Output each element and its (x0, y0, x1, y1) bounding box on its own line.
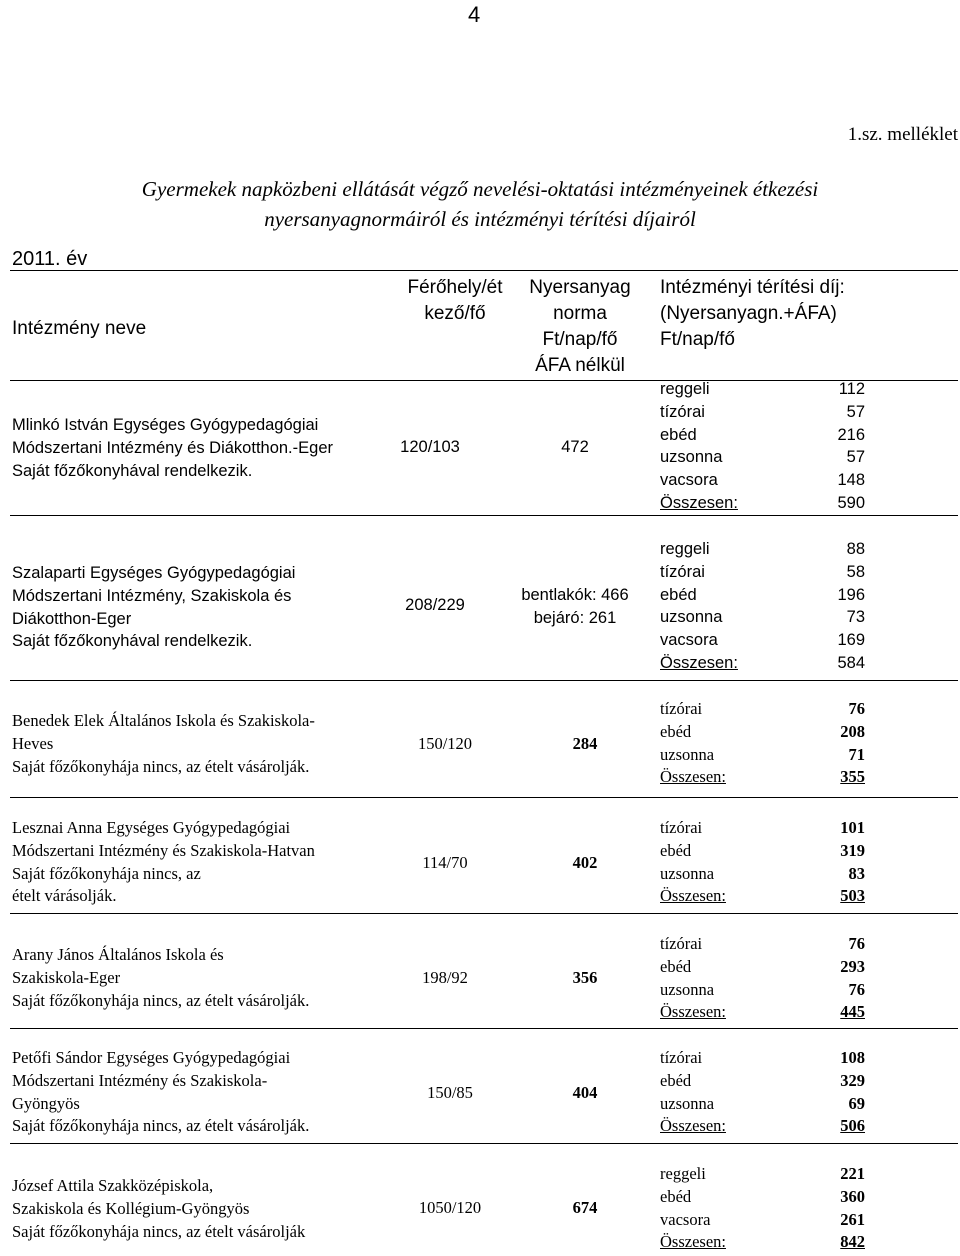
fee-label: Összesen: (660, 1232, 726, 1252)
fee-item (660, 446, 865, 469)
fee-item (660, 979, 865, 1002)
fee-value: 73 (846, 608, 865, 627)
institution-name-line: Saját főzőkonyhája nincs, az (12, 863, 201, 883)
header-capacity-line-2: kező/fő (424, 303, 486, 324)
norm-line: bejáró: 261 (533, 608, 617, 627)
fee-item (660, 1163, 865, 1186)
fee-item (660, 561, 865, 584)
fee-list (660, 933, 865, 1024)
header-norm-line-2: norma (553, 303, 607, 324)
fee-total (660, 766, 865, 789)
fee-label: uzsonna (660, 608, 723, 627)
fee-value: 101 (840, 818, 865, 837)
institution-name-line: Szakiskola-Eger (12, 967, 121, 987)
fee-label: Összesen: (660, 653, 738, 672)
fee-item (660, 1070, 865, 1093)
header-capacity-line-1: Férőhely/ét (407, 277, 503, 298)
document-title (20, 174, 940, 234)
fee-item (660, 424, 865, 447)
fee-item (660, 401, 865, 424)
fee-total (660, 1001, 865, 1024)
fee-list (660, 538, 865, 675)
fee-label: uzsonna (660, 979, 715, 999)
header-fee (660, 275, 845, 353)
fee-value: 503 (840, 886, 865, 906)
fee-value: 112 (838, 380, 865, 398)
norm-value (540, 1083, 630, 1103)
fee-label: vacsora (660, 1209, 711, 1229)
fee-item (660, 1093, 865, 1116)
fee-value: 196 (837, 585, 865, 604)
row-rule (10, 1028, 958, 1029)
fee-item (660, 863, 865, 886)
norm-line: 284 (572, 734, 598, 753)
norm-line: 674 (572, 1198, 598, 1217)
fee-label: ebéd (660, 585, 697, 604)
fee-label: Összesen: (660, 767, 726, 787)
fee-value: 261 (840, 1209, 865, 1229)
fee-label: Összesen: (660, 1116, 726, 1136)
fee-label: uzsonna (660, 863, 715, 883)
institution-name-line: Heves (12, 733, 54, 753)
fee-label: tízórai (660, 402, 705, 421)
institution-name (12, 710, 382, 778)
fee-value: 319 (840, 840, 865, 860)
fee-value: 584 (837, 653, 865, 672)
fee-total (660, 1115, 865, 1138)
fee-item (660, 721, 865, 744)
year-label: 2011. év (12, 248, 88, 270)
fee-item (660, 606, 865, 629)
fee-value: 71 (848, 744, 865, 764)
fee-item (660, 840, 865, 863)
institution-name-line: ételt várásolják. (12, 886, 117, 906)
institution-name (12, 1175, 382, 1243)
fee-item (660, 698, 865, 721)
header-capacity (380, 275, 530, 327)
fee-total (660, 885, 865, 908)
fee-list (660, 817, 865, 908)
annex-label: 1.sz. melléklet (847, 124, 958, 145)
header-fee-line-2: (Nyersanyagn.+ÁFA) (660, 303, 837, 324)
fee-label: uzsonna (660, 448, 723, 467)
institution-name (12, 944, 382, 1012)
norm-line: 356 (572, 968, 598, 987)
fee-item (660, 378, 865, 401)
fee-value: 76 (848, 934, 865, 953)
header-institution: Intézmény neve (12, 318, 147, 339)
norm-value (540, 968, 630, 988)
fee-value: 76 (848, 979, 865, 999)
institution-name-line: Módszertani Intézmény és Diákotthon.-Eger (12, 438, 333, 457)
fee-label: reggeli (660, 1164, 706, 1183)
capacity-value: 150/120 (417, 734, 473, 753)
institution-name-line: Benedek Elek Általános Iskola és Szakiskola- (12, 711, 315, 730)
institution-name (12, 562, 382, 653)
fee-total (660, 492, 865, 515)
header-fee-line-1: Intézményi térítési díj: (660, 277, 845, 298)
fee-label: tízórai (660, 1048, 703, 1067)
fee-value: 216 (837, 425, 865, 444)
row-rule (10, 1143, 958, 1144)
institution-name-line: Módszertani Intézmény, Szakiskola és (12, 586, 292, 605)
institution-name (12, 817, 382, 908)
norm-value (510, 584, 640, 630)
fee-label: tízórai (660, 934, 703, 953)
fee-value: 329 (840, 1070, 865, 1090)
fee-total (660, 652, 865, 675)
row-rule (10, 680, 958, 681)
fee-value: 445 (840, 1002, 865, 1022)
fee-value: 69 (848, 1093, 865, 1113)
capacity-value: 198/92 (422, 968, 468, 987)
fee-value: 108 (840, 1048, 865, 1067)
fee-total (660, 1231, 865, 1254)
fee-value: 58 (846, 562, 865, 581)
row-rule (10, 913, 958, 914)
fee-value: 57 (846, 402, 865, 421)
fee-label: tízórai (660, 562, 705, 581)
fee-label: ebéd (660, 1186, 692, 1206)
institution-name-line: Szakiskola és Kollégium-Gyöngyös (12, 1198, 250, 1218)
fee-label: vacsora (660, 631, 718, 650)
header-norm-line-1: Nyersanyag (529, 277, 631, 298)
row-rule (10, 797, 958, 798)
fee-label: ebéd (660, 956, 692, 976)
title-line-2: nyersanyagnormáiról és intézményi térítési díjairól (264, 207, 696, 231)
fee-label: Összesen: (660, 886, 726, 906)
fee-list (660, 698, 865, 789)
fee-value: 360 (840, 1186, 865, 1206)
fee-item (660, 629, 865, 652)
norm-line: 472 (561, 438, 589, 456)
fee-value: 221 (840, 1164, 865, 1183)
institution-name-line: Lesznai Anna Egységes Gyógypedagógiai (12, 818, 291, 837)
fee-value: 76 (848, 699, 865, 718)
institution-name-line: Saját főzőkonyhával rendelkezik. (12, 461, 253, 480)
capacity-value: 120/103 (400, 438, 460, 456)
title-line-1: Gyermekek napközbeni ellátását végző nevelési-oktatási intézményeinek étkezési (141, 177, 819, 201)
header-top-rule (10, 270, 958, 271)
fee-list (660, 1047, 865, 1138)
norm-line: 402 (572, 853, 598, 872)
fee-value: 83 (848, 863, 865, 883)
fee-value: 57 (846, 448, 865, 467)
fee-value: 208 (840, 721, 865, 741)
capacity-value: 150/85 (427, 1083, 473, 1102)
capacity-value: 1050/120 (418, 1198, 482, 1217)
institution-name-line: Diákotthon-Eger (12, 609, 132, 628)
fee-label: ebéd (660, 425, 697, 444)
norm-line: 404 (572, 1083, 598, 1102)
fee-list (660, 1163, 865, 1254)
institution-name-line: Saját főzőkonyhája nincs, az ételt vásárolják. (12, 756, 310, 776)
fee-value: 293 (840, 956, 865, 976)
fee-item (660, 1209, 865, 1232)
institution-name-line: Módszertani Intézmény és Szakiskola-Hatvan (12, 840, 315, 860)
fee-label: uzsonna (660, 1093, 715, 1113)
fee-label: uzsonna (660, 744, 715, 764)
capacity-value: 114/70 (422, 853, 468, 872)
norm-value (540, 734, 630, 754)
institution-name-line: Saját főzőkonyhája nincs, az ételt vásárolják. (12, 1116, 310, 1136)
fee-label: Összesen: (660, 1002, 726, 1022)
norm-line: bentlakók: 466 (521, 586, 629, 604)
norm-value (540, 1198, 630, 1218)
fee-label: reggeli (660, 380, 710, 398)
fee-label: tízórai (660, 818, 703, 837)
institution-name-line: Arany János Általános Iskola és (12, 945, 224, 964)
header-fee-line-3: Ft/nap/fő (660, 329, 735, 350)
header-norm (510, 275, 650, 379)
fee-item (660, 1186, 865, 1209)
header-norm-line-3: Ft/nap/fő (542, 329, 618, 350)
fee-item (660, 933, 865, 956)
fee-item (660, 744, 865, 767)
fee-label: ebéd (660, 1070, 692, 1090)
institution-name-line: Saját főzőkonyhája nincs, az ételt vásárolják. (12, 990, 310, 1010)
fee-item (660, 469, 865, 492)
fee-list (660, 378, 865, 515)
institution-name-line: József Attila Szakközépiskola, (12, 1176, 214, 1195)
fee-label: tízórai (660, 699, 703, 718)
fee-item (660, 1047, 865, 1070)
fee-value: 148 (837, 471, 865, 490)
institution-name-line: Mlinkó István Egységes Gyógypedagógiai (12, 416, 319, 434)
fee-label: reggeli (660, 540, 710, 558)
row-rule (10, 515, 958, 516)
institution-name-line: Saját főzőkonyhája nincs, az ételt vásárolják (12, 1221, 306, 1241)
capacity-value: 208/229 (405, 596, 465, 614)
header-norm-line-4: ÁFA nélkül (535, 355, 625, 376)
fee-value: 590 (837, 493, 865, 512)
page-number: 4 (468, 2, 481, 27)
fee-label: ebéd (660, 721, 692, 741)
institution-name (12, 414, 382, 482)
institution-name-line: Módszertani Intézmény és Szakiskola- (12, 1070, 268, 1090)
fee-label: vacsora (660, 471, 718, 490)
fee-item (660, 817, 865, 840)
institution-name-line: Gyöngyös (12, 1093, 80, 1113)
fee-item (660, 538, 865, 561)
institution-name-line: Saját főzőkonyhával rendelkezik. (12, 632, 253, 651)
institution-name (12, 1047, 382, 1138)
fee-item (660, 956, 865, 979)
fee-label: Összesen: (660, 493, 738, 512)
fee-value: 842 (840, 1232, 865, 1252)
institution-name-line: Petőfi Sándor Egységes Gyógypedagógiai (12, 1048, 291, 1067)
fee-value: 355 (840, 767, 865, 787)
fee-value: 169 (837, 631, 865, 650)
institution-name-line: Szalaparti Egységes Gyógypedagógiai (12, 564, 296, 582)
fee-value: 88 (846, 540, 865, 558)
fee-label: ebéd (660, 840, 692, 860)
norm-value (540, 853, 630, 873)
fee-item (660, 584, 865, 607)
norm-value (510, 438, 640, 457)
fee-value: 506 (840, 1116, 865, 1136)
